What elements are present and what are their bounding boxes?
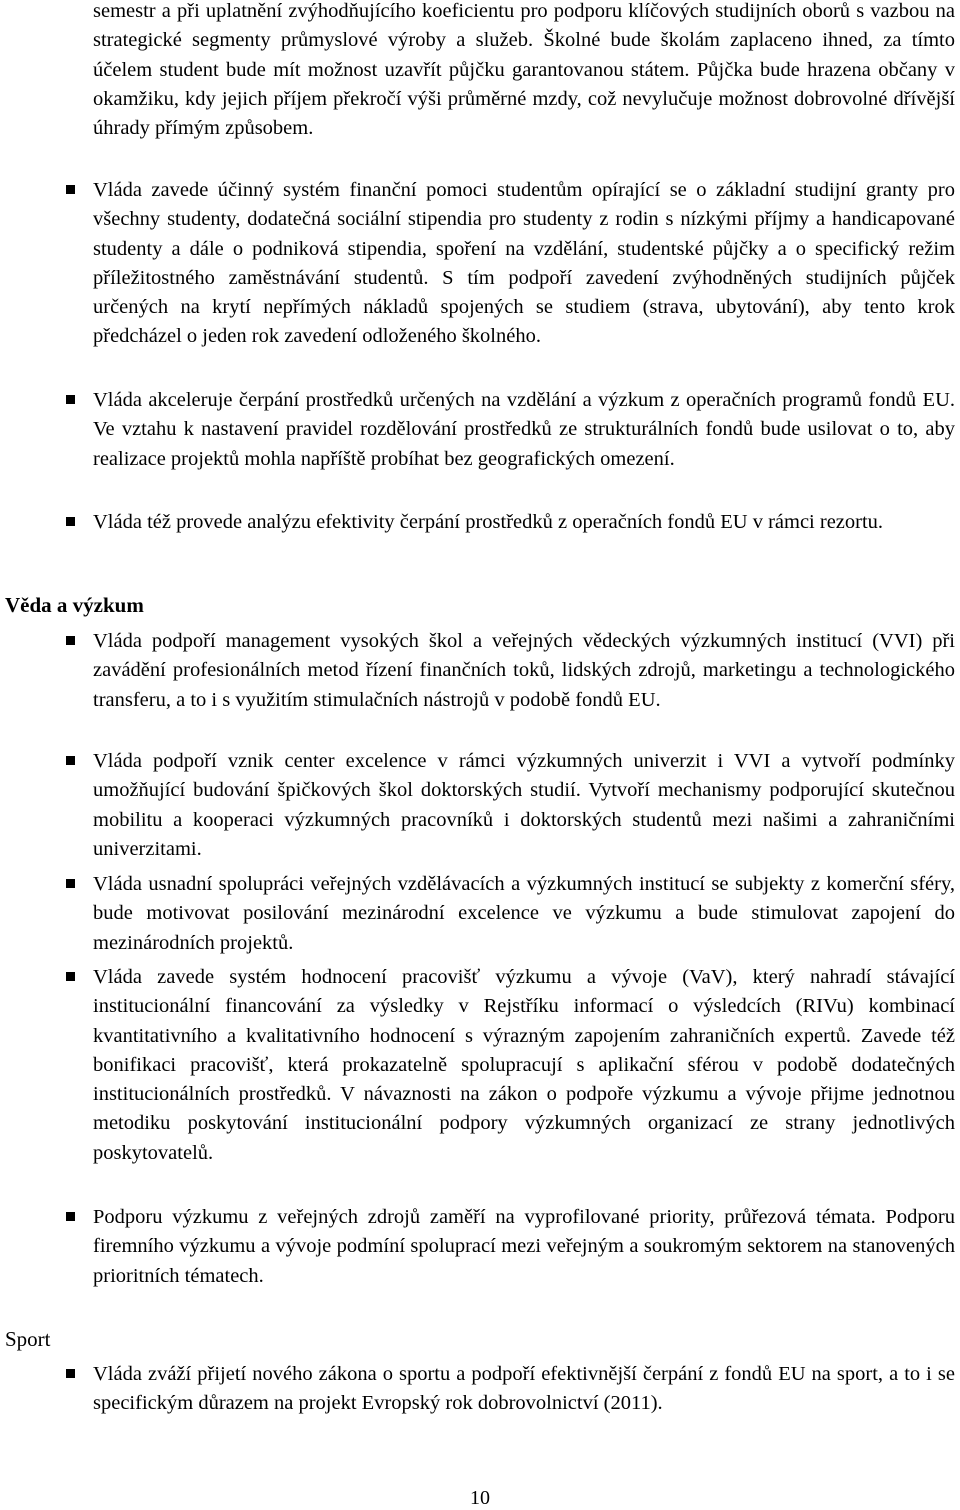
list-item-text: Vláda zavede účinný systém finanční pomoci studentům opírající se o základní studijní granty pro všechny studenty, dodatečná sociální stipendia pro studenty z rodin s nízkými příjmy a handicapované studenty a dále o podniková stipendia, spoření na vzdělání, studentské půjčky a o specifický režim příležitostného zaměstnávání studentů. S tím podpoří zavedení zvýhodněných studijních půjček určených na krytí nepřímých nákladů spojených se studiem (strava, ubytování), aby tento krok předcházel o jeden rok zavedení odloženého školného. (93, 179, 955, 348)
list-item-text: Vláda usnadní spolupráci veřejných vzdělávacích a výzkumných institucí se subjekty z komerční sféry, bude motivovat posilování mezinárodní excelence ve výzkumu a bude stimulovat zapojení do mezinárodních projektů. (93, 873, 955, 954)
list-item (93, 747, 955, 864)
list-item-text: Podporu výzkumu z veřejných zdrojů zaměří na vyprofilované priority, průřezová témata. Podporu firemního výzkumu a vývoje podmíní spoluprací mezi veřejným a soukromým sektorem na stanovených prioritních tématech. (93, 1206, 955, 1287)
list-item (93, 963, 955, 1168)
list-item-text: Vláda zváží přijetí nového zákona o sportu a podpoří efektivnější čerpání z fondů EU na sport, a to i se specifickým důrazem na projekt Evropský rok dobrovolnictví (2011). (93, 1363, 955, 1415)
bullet-square-icon (66, 972, 75, 981)
list-item-text: Vláda akceleruje čerpání prostředků určených na vzdělání a výzkum z operačních programů fondů EU. Ve vztahu k nastavení pravidel rozdělování prostředků ze strukturálních fondů bude usilovat o to, aby realizace projektů mohla napříště probíhat bez geografických omezení. (93, 389, 955, 470)
list-item (93, 1203, 955, 1291)
list-item (93, 1360, 955, 1419)
list-item-text: Vláda podpoří management vysokých škol a veřejných vědeckých výzkumných institucí (VVI) při zavádění profesionálních metod řízení finančních toků, lidských zdrojů, marketingu a technologického transferu, a to i s využitím stimulačních nástrojů v podobě fondů EU. (93, 630, 955, 711)
bullet-square-icon (66, 1369, 75, 1378)
list-item (93, 386, 955, 474)
bullet-square-icon (66, 185, 75, 194)
bullet-square-icon (66, 1212, 75, 1221)
bullet-square-icon (66, 517, 75, 526)
bullet-square-icon (66, 636, 75, 645)
list-item (93, 870, 955, 958)
bullet-square-icon (66, 879, 75, 888)
bullet-square-icon (66, 395, 75, 404)
list-item (93, 627, 955, 715)
list-item-text: Vláda též provede analýzu efektivity čerpání prostředků z operačních fondů EU v rámci rezortu. (93, 511, 884, 533)
section-heading-sport: Sport (5, 1327, 51, 1351)
continuation-paragraph: semestr a při uplatnění zvýhodňujícího koeficientu pro podporu klíčových studijních oborů s vazbou na strategické segmenty průmyslové výroby a služeb. Školné bude školám zaplaceno ihned, za tímto účelem student bude mít možnost uzavřít půjčku garantovanou státem. Půjčka bude hrazena občany v okamžiku, kdy jejich příjem překročí výši průměrné mzdy, což nevylučuje možnost dobrovolné dřívější úhrady přímým způsobem. (93, 0, 955, 140)
list-item-text: Vláda zavede systém hodnocení pracovišť výzkumu a vývoje (VaV), který nahradí stávající institucionální financování za výsledky v Rejstříku informací o výsledcích (RIVu) kombinací kvantitativního a kvalitativního hodnocení s výrazným zapojením zahraničních expertů. Zavede též bonifikaci pracovišť, která prokazatelně spolupracují s aplikační sférou v podobě dodatečných institucionálních prostředků. V návaznosti na zákon o podpoře výzkumu a vývoje přijme jednotnou metodiku poskytování institucionální podpory výzkumných organizací ze strany jednotlivých poskytovatelů. (93, 966, 955, 1164)
bullet-square-icon (66, 756, 75, 765)
section-heading-science: Věda a výzkum (5, 593, 144, 617)
list-item (93, 508, 955, 537)
list-item (93, 176, 955, 352)
page-number: 10 (470, 1487, 490, 1509)
list-item-text: Vláda podpoří vznik center excelence v rámci výzkumných univerzit i VVI a vytvoří podmínky umožňující budování špičkových škol doktorských studií. Vytvoří mechanismy podporující skutečnou mobilitu a kooperaci výzkumných pracovníků i doktorských studentů mezi našimi a zahraničními univerzitami. (93, 750, 955, 860)
